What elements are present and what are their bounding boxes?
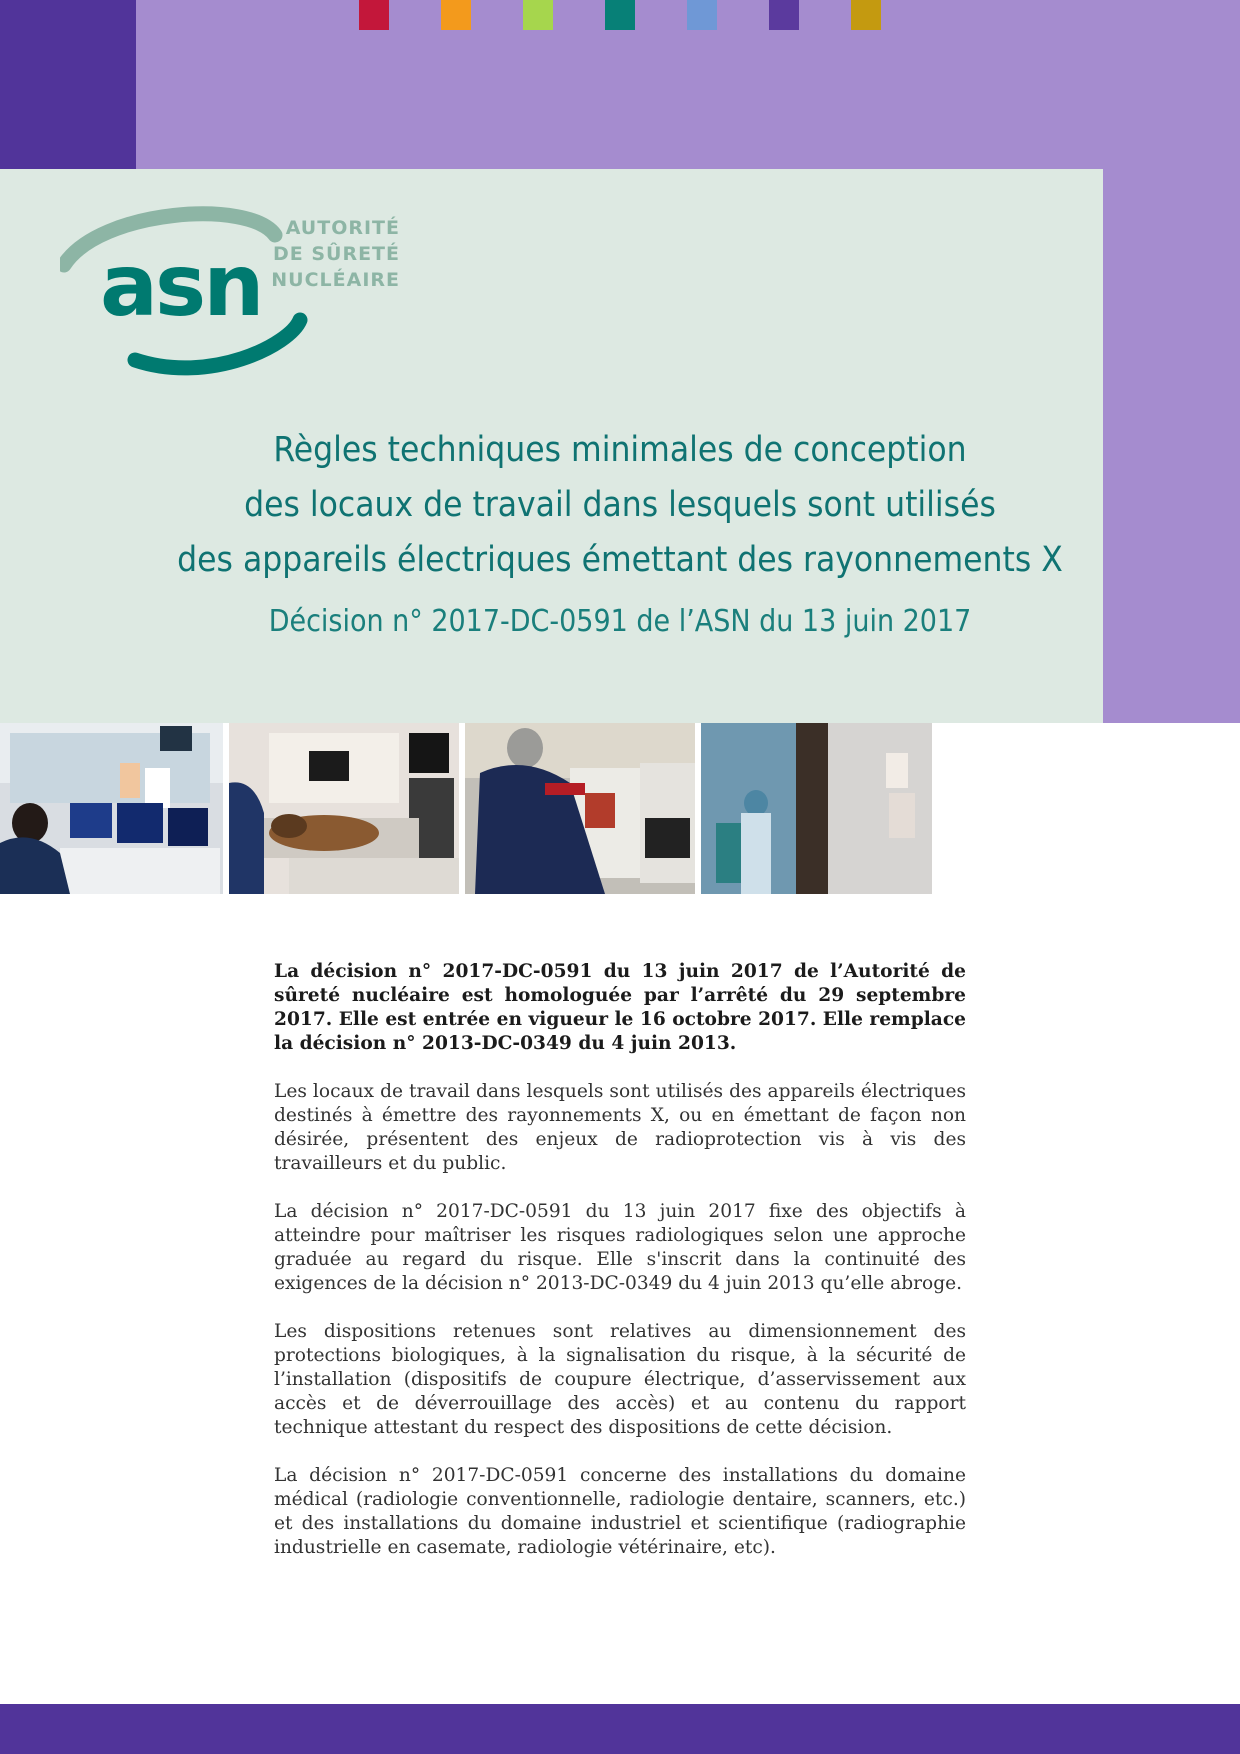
color-swatch-row: [0, 0, 1240, 30]
color-swatch: [687, 0, 717, 30]
photo-veterinary-radiology: [229, 723, 459, 894]
logo-line-nucleaire: NUCLÉAIRE: [271, 269, 400, 291]
color-swatch: [441, 0, 471, 30]
photo-industrial-x-ray-cabinet: [465, 723, 695, 894]
decision-subtitle: Décision n° 2017-DC-0591 de l’ASN du 13 juin 2017: [268, 604, 972, 639]
color-swatch: [359, 0, 389, 30]
photo-radiology-control-room: [0, 723, 223, 894]
body-paragraph-2: La décision n° 2017-DC-0591 du 13 juin 2017 fixe des objectifs à atteindre pour maîtriser les risques radiologiques selon une approche graduée au regard du risque. Elle s'inscrit dans la continuité des exigences de la décision n° 2013-DC-0349 du 4 juin 2013 qu’elle abroge.: [274, 1201, 966, 1294]
body-paragraph-4: La décision n° 2017-DC-0591 concerne des installations du domaine médical (radiologie conventionnelle, radiologie dentaire, scanners, etc.) et des installations du domaine industriel et scientifique (radiographie industrielle en casemate, radiologie vétérinaire, etc).: [274, 1465, 966, 1558]
body-paragraph-1: Les locaux de travail dans lesquels sont utilisés des appareils électriques destinés à émettre des rayonnements X, ou en émettant de façon non désirée, présentent des enjeux de radioprotection vis à vis des travailleurs et du public.: [274, 1081, 966, 1174]
color-swatch: [769, 0, 799, 30]
asn-wordmark: asn: [100, 236, 262, 336]
logo-line-autorite: AUTORITÉ: [285, 217, 400, 239]
color-swatch: [523, 0, 553, 30]
body-text: [274, 960, 966, 1584]
lead-paragraph: La décision n° 2017-DC-0591 du 13 juin 2017 de l’Autorité de sûreté nucléaire est homologuée par l’arrêté du 29 septembre 2017. Elle est entrée en vigueur le 16 octobre 2017. Elle remplace la décision n° 2013-DC-0349 du 4 juin 2013.: [274, 961, 966, 1054]
title-line-1: Règles techniques minimales de conception: [273, 430, 967, 470]
color-swatch: [851, 0, 881, 30]
logo-line-surete: DE SÛRETÉ: [272, 243, 400, 265]
body-paragraph-3: Les dispositions retenues sont relatives au dimensionnement des protections biologiques, à la signalisation du risque, à la sécurité de l’installation (dispositifs de coupure électrique, d’asservissement aux accès et de déverrouillage des accès) et au contenu du rapport technique attestant du respect des dispositions de cette décision.: [274, 1321, 966, 1438]
asn-logo: [60, 205, 400, 380]
photo-operating-room-radiation-signage: [701, 723, 932, 894]
color-swatch: [605, 0, 635, 30]
title-line-3: des appareils électriques émettant des rayonnements X: [177, 540, 1063, 580]
footer-purple-bar: [0, 1704, 1240, 1754]
title-line-2: des locaux de travail dans lesquels sont utilisés: [244, 485, 996, 525]
